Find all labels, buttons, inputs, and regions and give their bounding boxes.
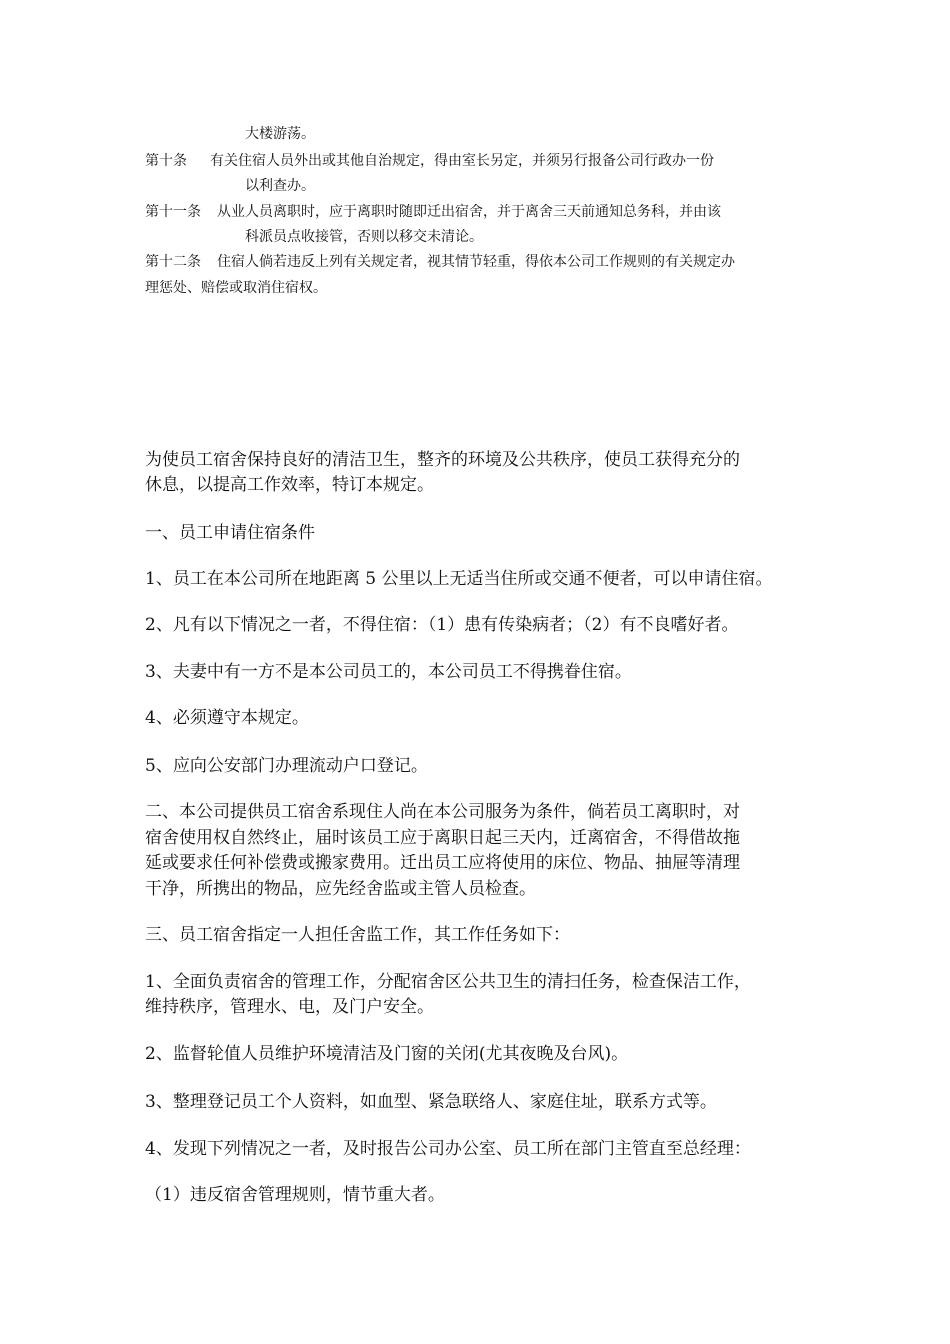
article-12-cont: 理惩处、赔偿或取消住宿权。 [145, 280, 327, 296]
intro-line-1: 为使员工宿舍保持良好的清洁卫生，整齐的环境及公共秩序，使员工获得充分的 [145, 450, 740, 470]
intro-line-2: 休息，以提高工作效率，特订本规定。 [145, 475, 434, 495]
section-3-item-3: 3、整理登记员工个人资料，如血型、紧急联络人、家庭住址，联系方式等。 [145, 1092, 717, 1112]
section-1-title: 一、员工申请住宿条件 [145, 523, 315, 543]
rules-fragment: 大楼游荡。 [245, 126, 315, 142]
section-3-item-1-line-2: 维持秩序，管理水、电，及门户安全。 [145, 997, 434, 1017]
section-2-line-4: 干净，所携出的物品，应先经舍监或主管人员检查。 [145, 879, 536, 899]
section-1-item-3: 3、夫妻中有一方不是本公司员工的，本公司员工不得携眷住宿。 [145, 662, 632, 682]
section-1-item-5: 5、应向公安部门办理流动户口登记。 [145, 756, 428, 776]
article-10-label: 第十条 [145, 153, 187, 169]
section-3-item-4-sub-1: （1）违反宿舍管理规则，情节重大者。 [145, 1185, 445, 1205]
article-11-label: 第十一条 [145, 204, 201, 220]
section-2-line-1: 二、本公司提供员工宿舍系现住人尚在本公司服务为条件，倘若员工离职时，对 [145, 802, 740, 822]
article-12-label: 第十二条 [145, 254, 201, 270]
article-11-cont: 科派员点收接管，否则以移交未清论。 [245, 229, 483, 245]
article-12-text: 住宿人倘若违反上列有关规定者，视其情节轻重，得依本公司工作规则的有关规定办 [217, 254, 735, 270]
section-1-item-1: 1、员工在本公司所在地距离 5 公里以上无适当住所或交通不便者，可以申请住宿。 [145, 569, 773, 589]
section-2-line-3: 延或要求任何补偿费或搬家费用。迁出员工应将使用的床位、物品、抽屉等清理 [145, 853, 740, 873]
section-2-line-2: 宿舍使用权自然终止，届时该员工应于离职日起三天内，迁离宿舍，不得借故拖 [145, 828, 740, 848]
section-3-item-1-line-1: 1、全面负责宿舍的管理工作，分配宿舍区公共卫生的清扫任务，检查保洁工作， [145, 972, 751, 992]
article-11-text: 从业人员离职时，应于离职时随即迁出宿舍，并于离舍三天前通知总务科，并由该 [217, 204, 721, 220]
article-10-cont: 以利查办。 [245, 178, 315, 194]
section-3-item-2: 2、监督轮值人员维护环境清洁及门窗的关闭(尤其夜晚及台风)。 [145, 1044, 629, 1064]
section-3-item-4: 4、发现下列情况之一者，及时报告公司办公室、员工所在部门主管直至总经理： [145, 1139, 751, 1159]
section-3-title: 三、员工宿舍指定一人担任舍监工作，其工作任务如下： [145, 925, 570, 945]
section-1-item-4: 4、必须遵守本规定。 [145, 708, 309, 728]
section-1-item-2: 2、凡有以下情况之一者，不得住宿：（1）患有传染病者；（2）有不良嗜好者。 [145, 615, 739, 635]
article-10-text: 有关住宿人员外出或其他自治规定，得由室长另定，并须另行报备公司行政办一份 [210, 153, 714, 169]
